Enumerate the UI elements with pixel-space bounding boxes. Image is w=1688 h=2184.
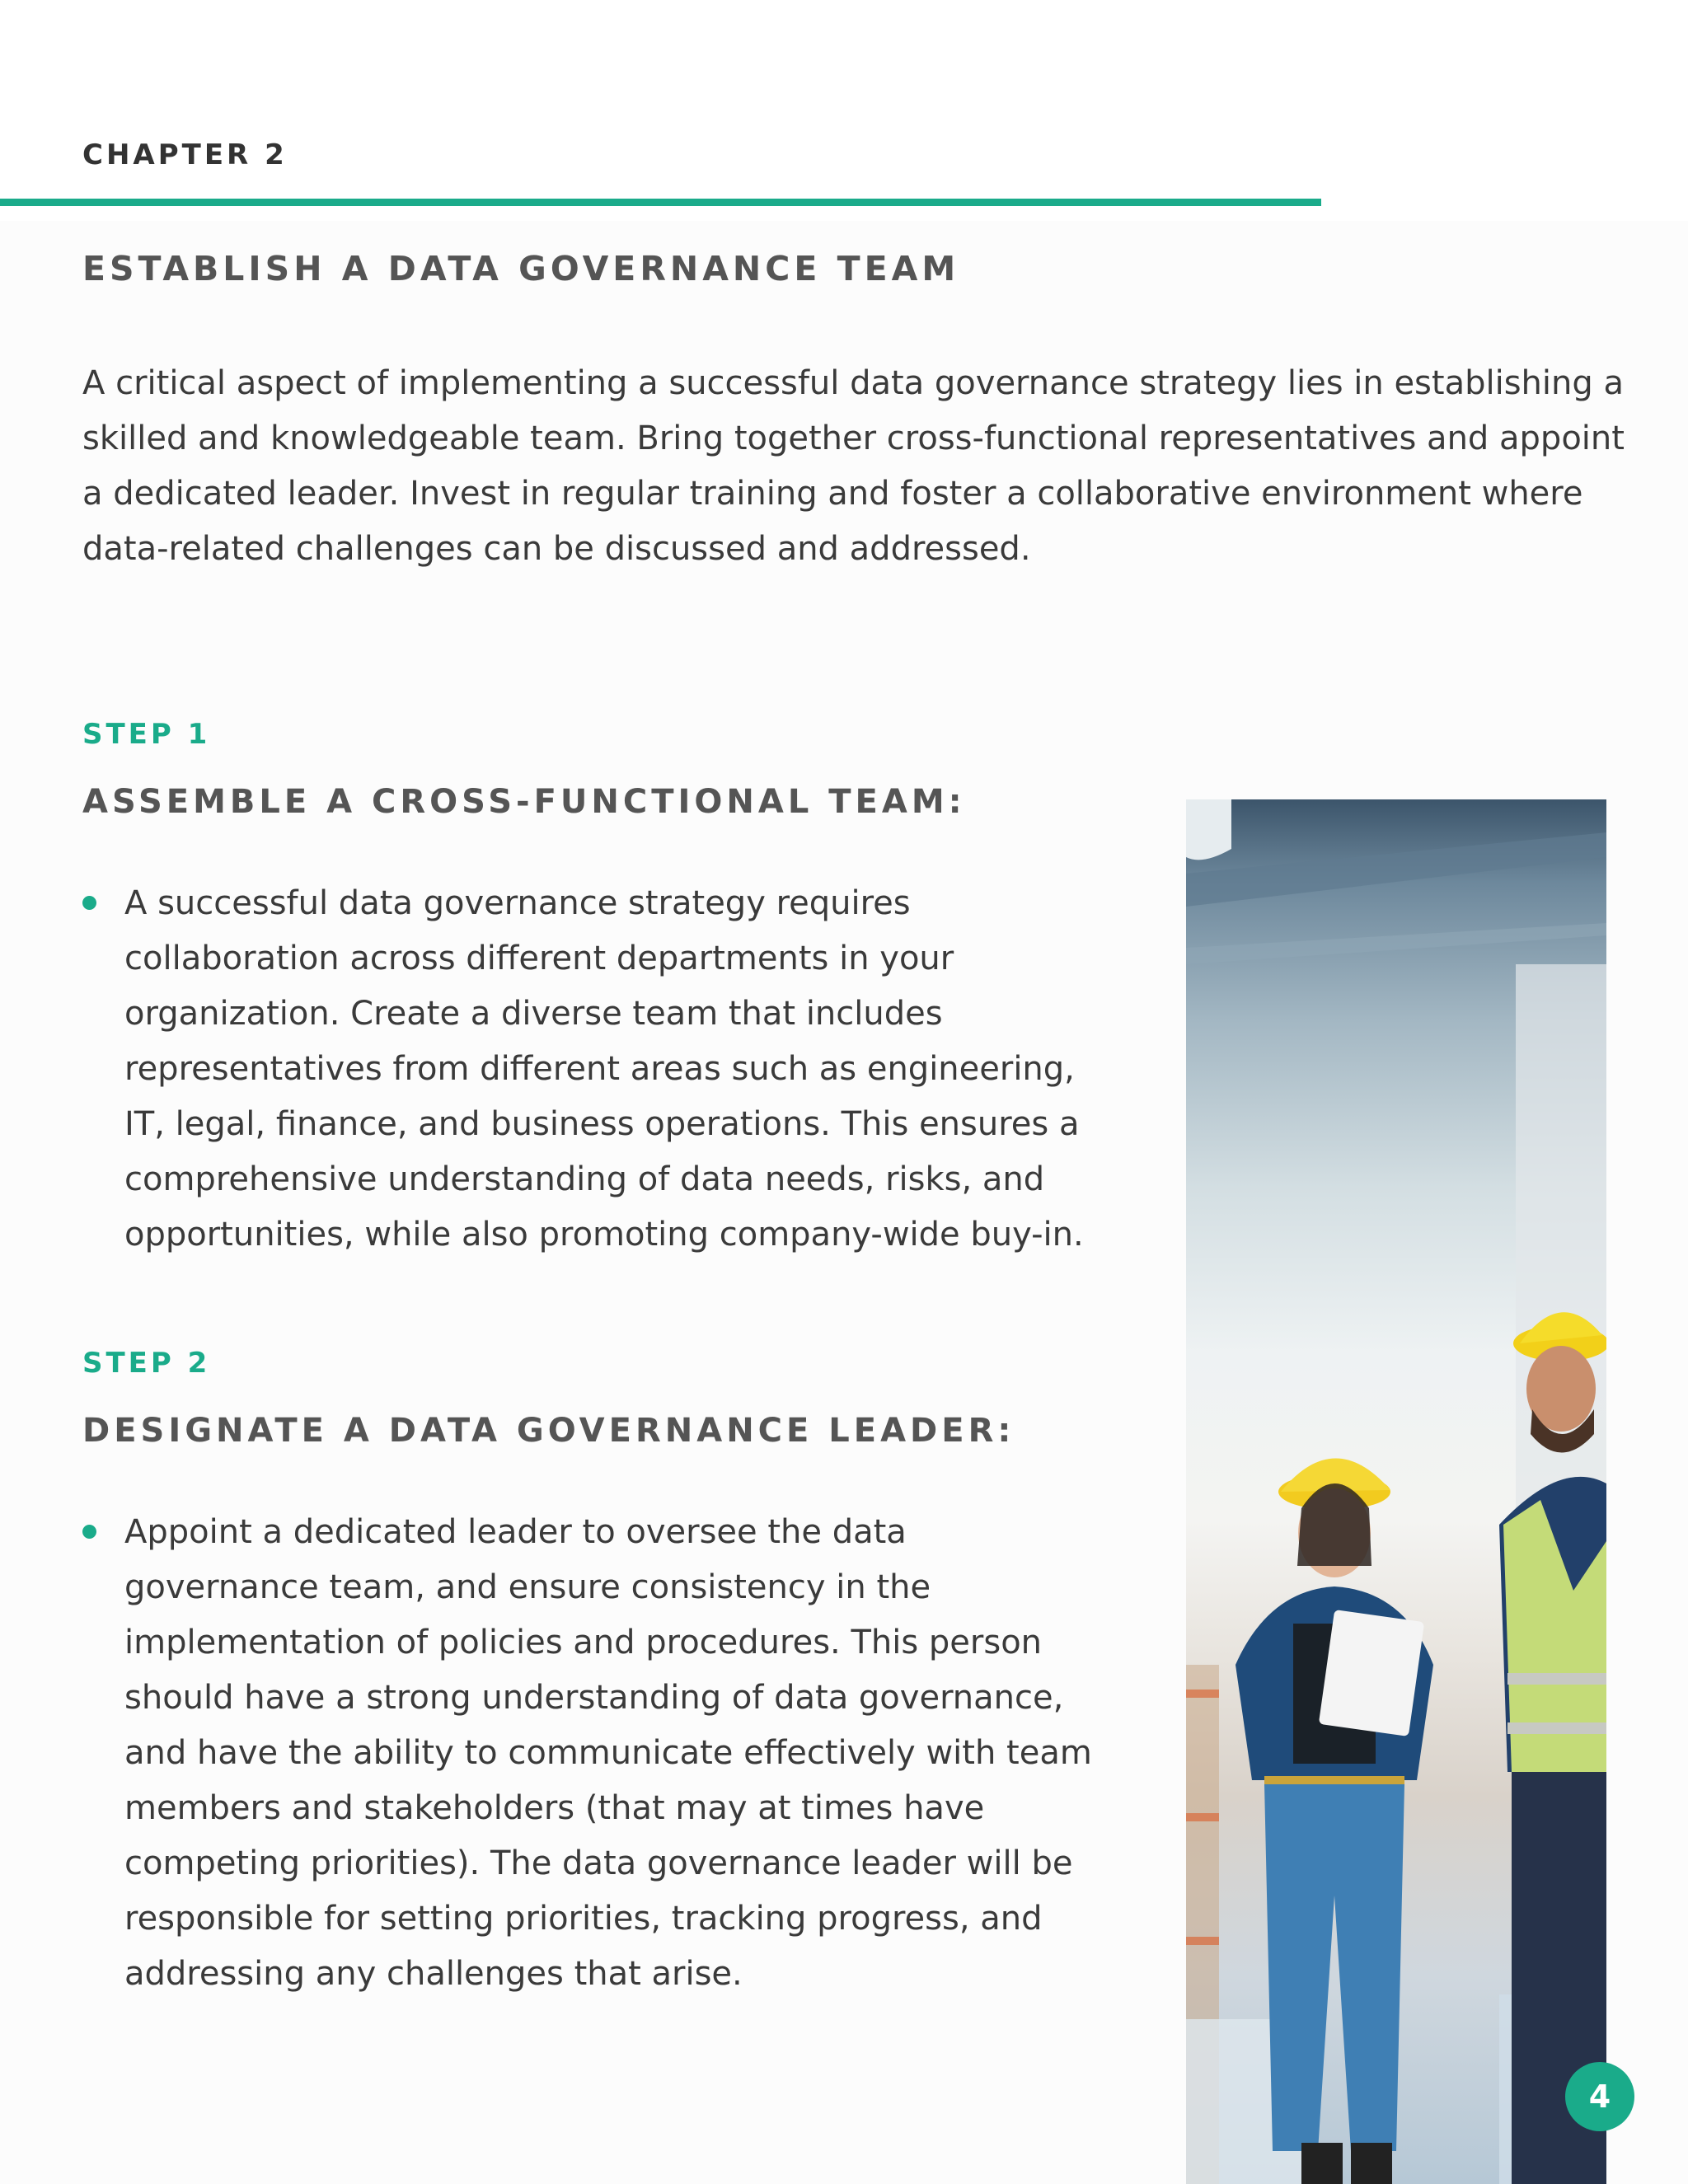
section-title: ESTABLISH A DATA GOVERNANCE TEAM: [82, 249, 960, 288]
page-number-badge: 4: [1565, 2062, 1634, 2131]
step-1-title: ASSEMBLE A CROSS-FUNCTIONAL TEAM:: [82, 783, 966, 821]
chapter-label: CHAPTER 2: [82, 138, 288, 171]
step-1-bullet-text: A successful data governance strategy requires collaboration across different departments in your organization. Create a diverse team that includes representatives from different areas such as engineering, IT, legal, finance, and business operations. This ensures a comprehensive understanding of data needs, risks, and opportunities, while also promoting company-wide buy-in.: [124, 884, 1084, 1254]
warehouse-scene-illustration: [1186, 799, 1606, 2184]
chapter-divider: [0, 199, 1321, 206]
warehouse-workers-photo: [1186, 799, 1606, 2184]
step-1-label: STEP 1: [82, 718, 211, 751]
step-2-bullet: [82, 1505, 1104, 2002]
bullet-dot-icon: [82, 896, 96, 910]
bullet-dot-icon: [82, 1525, 96, 1539]
step-2-bullet-text: Appoint a dedicated leader to oversee the data governance team, and ensure consistency in the implementation of policies and procedures. This person should have a strong understanding of data governance, and have the ability to communicate effectively with team members and stakeholders (that may at times have competing priorities). The data governance leader will be responsible for setting priorities, tracking progress, and addressing any challenges that arise.: [124, 1513, 1092, 1993]
step-2-title: DESIGNATE A DATA GOVERNANCE LEADER:: [82, 1412, 1015, 1450]
step-2-label: STEP 2: [82, 1347, 211, 1380]
intro-paragraph: A critical aspect of implementing a successful data governance strategy lies in establishing a skilled and knowledgeable team. Bring together cross-functional representatives and appoint a dedicated leader. Invest in regular training and foster a collaborative environment where data-related challenges can be discussed and addressed.: [82, 364, 1625, 568]
step-1-bullet: [82, 876, 1104, 1263]
